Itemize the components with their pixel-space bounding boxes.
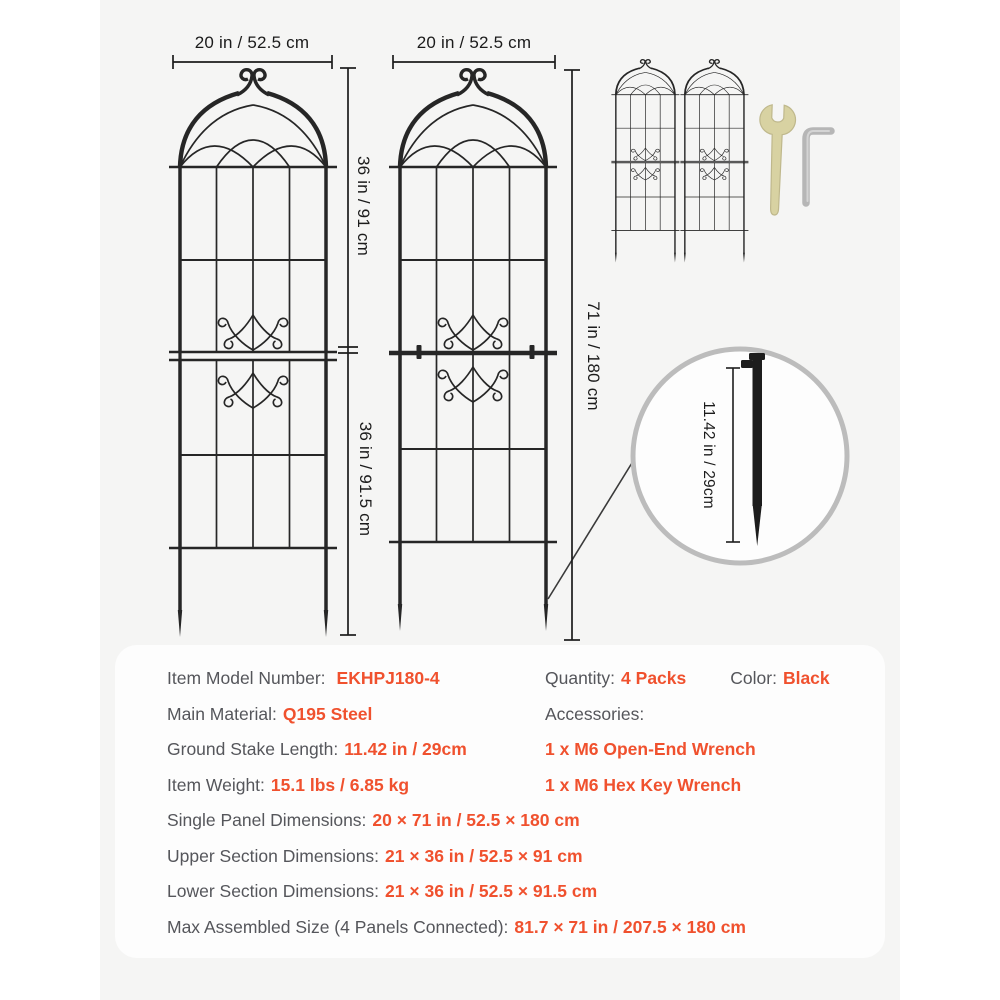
dim-lower-height-label: 36 in / 91.5 cm [356, 421, 375, 537]
model-label: Item Model Number: [167, 668, 326, 688]
quantity-value: 4 Packs [621, 668, 687, 688]
upper-section-label: Upper Section Dimensions: [167, 845, 380, 866]
max-assembled-value: 81.7 × 71 in / 207.5 × 180 cm [514, 916, 746, 937]
material-value: Q195 Steel [282, 703, 373, 724]
dim-stake-length-label: 11.42 in / 29cm [700, 401, 717, 509]
upper-section-value: 21 × 36 in / 52.5 × 91 cm [385, 845, 583, 866]
single-panel-label: Single Panel Dimensions: [167, 810, 367, 830]
dimension-lines [173, 55, 580, 640]
quantity-label: Quantity: [545, 668, 616, 688]
accessories-label: Accessories: [545, 703, 645, 724]
spec-row-max-assembled [167, 917, 885, 939]
dim-width-label-1: 20 in / 52.5 cm [194, 33, 310, 52]
spec-row-upper-section [167, 846, 885, 868]
lower-section-label: Lower Section Dimensions: [167, 881, 380, 901]
model-value: EKHPJ180-4 [336, 668, 440, 688]
spec-row-single-panel [167, 810, 885, 832]
weight-value: 15.1 lbs / 6.85 kg [270, 774, 410, 795]
spec-right-column [545, 668, 830, 810]
color-label: Color: [730, 668, 777, 688]
max-assembled-label: Max Assembled Size (4 Panels Connected): [167, 916, 509, 937]
spec-row-accessory-2 [545, 775, 830, 797]
stake-length-value: 11.42 in / 29cm [344, 739, 467, 759]
dim-total-height-label: 71 in / 180 cm [584, 301, 603, 411]
stake-detail-circle [633, 349, 847, 563]
dim-width-label-2: 20 in / 52.5 cm [416, 33, 532, 52]
open-end-wrench-icon [757, 104, 796, 215]
spec-row-accessory-1 [545, 739, 830, 761]
single-panel-value: 20 × 71 in / 52.5 × 180 cm [372, 810, 580, 830]
color-group [730, 668, 829, 689]
hex-key-icon [806, 131, 831, 203]
trellis-diagram-split [169, 70, 337, 637]
panels-thumbnail [611, 60, 748, 263]
material-label: Main Material: [167, 703, 277, 724]
spec-row-lower-section [167, 881, 885, 903]
trellis-diagram-joined [389, 70, 557, 631]
color-value: Black [782, 668, 830, 688]
joint-clamp-right [530, 345, 535, 359]
accessory-1-value: 1 x M6 Open-End Wrench [545, 739, 756, 759]
weight-label: Item Weight: [167, 774, 265, 795]
stake-length-label: Ground Stake Length: [167, 739, 339, 759]
spec-panel [115, 645, 885, 958]
spec-row-quantity-color [545, 668, 830, 690]
joint-clamp-left [417, 345, 422, 359]
lower-section-value: 21 × 36 in / 52.5 × 91.5 cm [385, 881, 598, 901]
dim-upper-height-label: 36 in / 91 cm [354, 156, 373, 256]
accessory-2-value: 1 x M6 Hex Key Wrench [545, 774, 742, 795]
spec-row-accessories [545, 704, 830, 726]
